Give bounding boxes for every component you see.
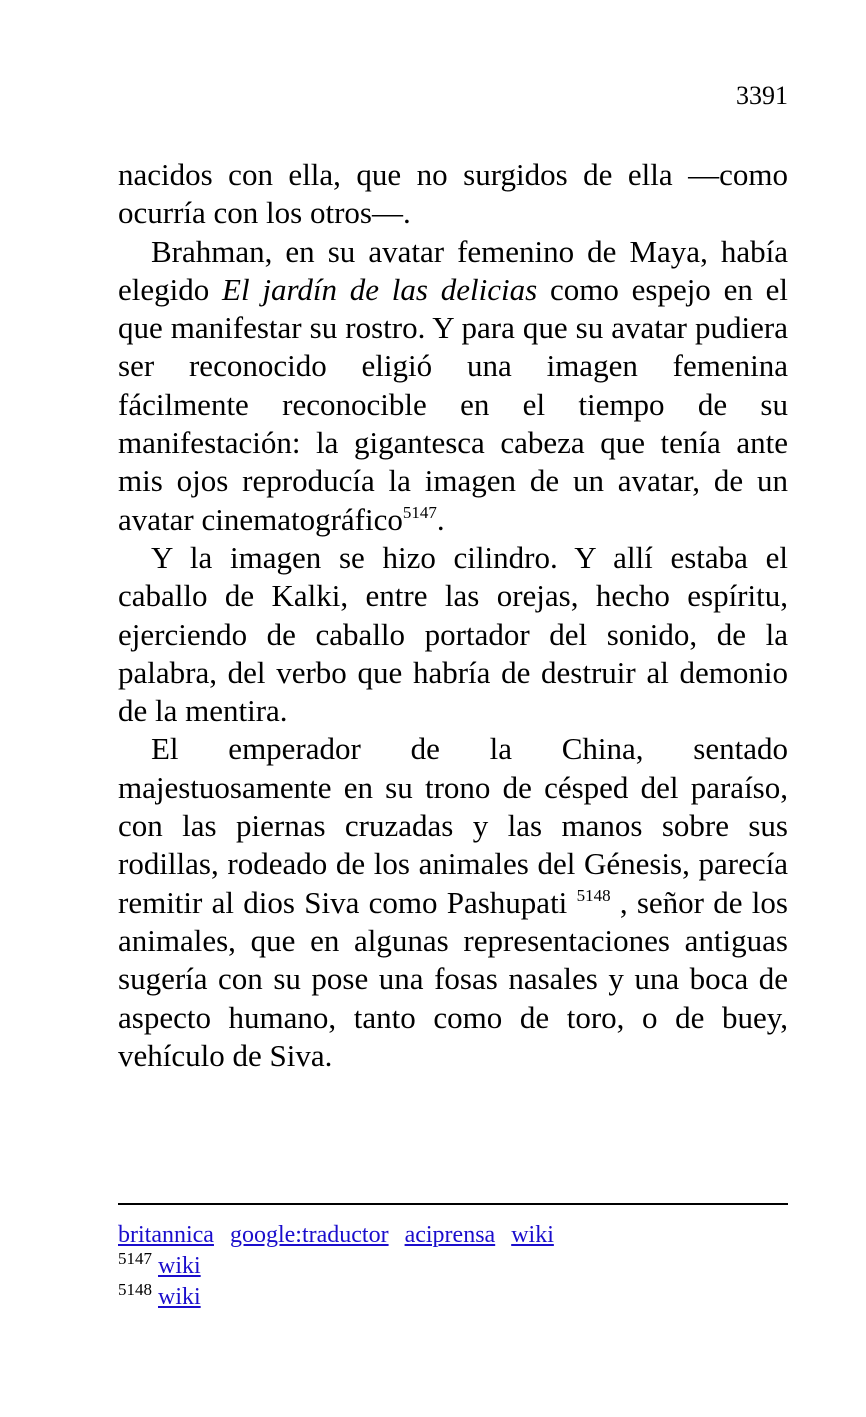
body-text <box>118 156 788 1075</box>
link-britannica[interactable]: britannica <box>118 1222 214 1248</box>
paragraph-3-text: Y la imagen se hizo cilindro. Y allí estaba el caballo de Kalki, entre las orejas, hecho espíritu, ejerciendo de caballo portador del sonido, de la palabra, del verbo que habría de destruir al demonio de la mentira. <box>118 539 788 729</box>
paragraph-1-text: nacidos con ella, que no surgidos de ella —como ocurría con los otros—. <box>118 157 788 231</box>
paragraph-1 <box>118 156 788 233</box>
footnote-number: 5147 <box>118 1249 152 1268</box>
link-aciprensa[interactable]: aciprensa <box>404 1222 496 1248</box>
footnote-links-line <box>118 1220 788 1251</box>
footnote-ref-5148[interactable]: 5148 <box>576 885 611 905</box>
paragraph-2-text-a: Brahman, en su avatar femenino de Maya, había elegido <box>118 233 788 307</box>
footnote-ref-5147[interactable]: 5147 <box>402 502 437 522</box>
footnote-5147 <box>118 1251 788 1282</box>
footnotes <box>118 1220 788 1313</box>
footnote-5148 <box>118 1282 788 1313</box>
link-google-traductor[interactable]: google:traductor <box>229 1222 389 1248</box>
paragraph-2 <box>118 233 788 539</box>
paragraph-2-text-c: . <box>436 501 445 537</box>
page-number: 3391 <box>736 81 788 110</box>
paragraph-2-text-b: como espejo en el que manifestar su rostro. Y para que su avatar pudiera ser reconocido eligió una imagen femenina fácilmente reconocible en el tiempo de su manifestación: la gigantesca cabeza que tenía ante mis ojos reproducía la imagen de un avatar, de un avatar cinematográfico <box>118 271 788 537</box>
artwork-title: El jardín de las delicias <box>222 271 538 307</box>
footnote-5147-wiki-link[interactable]: wiki <box>158 1253 201 1279</box>
paragraph-4-text-b: , señor de los animales, que en algunas representaciones antiguas sugería con su pose una fosas nasales y una boca de aspecto humano, tanto como de toro, o de buey, vehículo de Siva. <box>118 884 788 1073</box>
link-wiki[interactable]: wiki <box>511 1222 554 1248</box>
paragraph-4-text-a: El emperador de la China, sentado majestuosamente en su trono de césped del paraíso, con las piernas cruzadas y las manos sobre sus rodillas, rodeado de los animales del Génesis, parecía remitir al dios Siva como Pashupati <box>118 731 788 920</box>
paragraph-3 <box>118 539 788 730</box>
footnote-divider <box>118 1203 788 1205</box>
footnote-5148-wiki-link[interactable]: wiki <box>158 1284 201 1310</box>
footnote-number: 5148 <box>118 1280 152 1299</box>
paragraph-4 <box>118 730 788 1075</box>
